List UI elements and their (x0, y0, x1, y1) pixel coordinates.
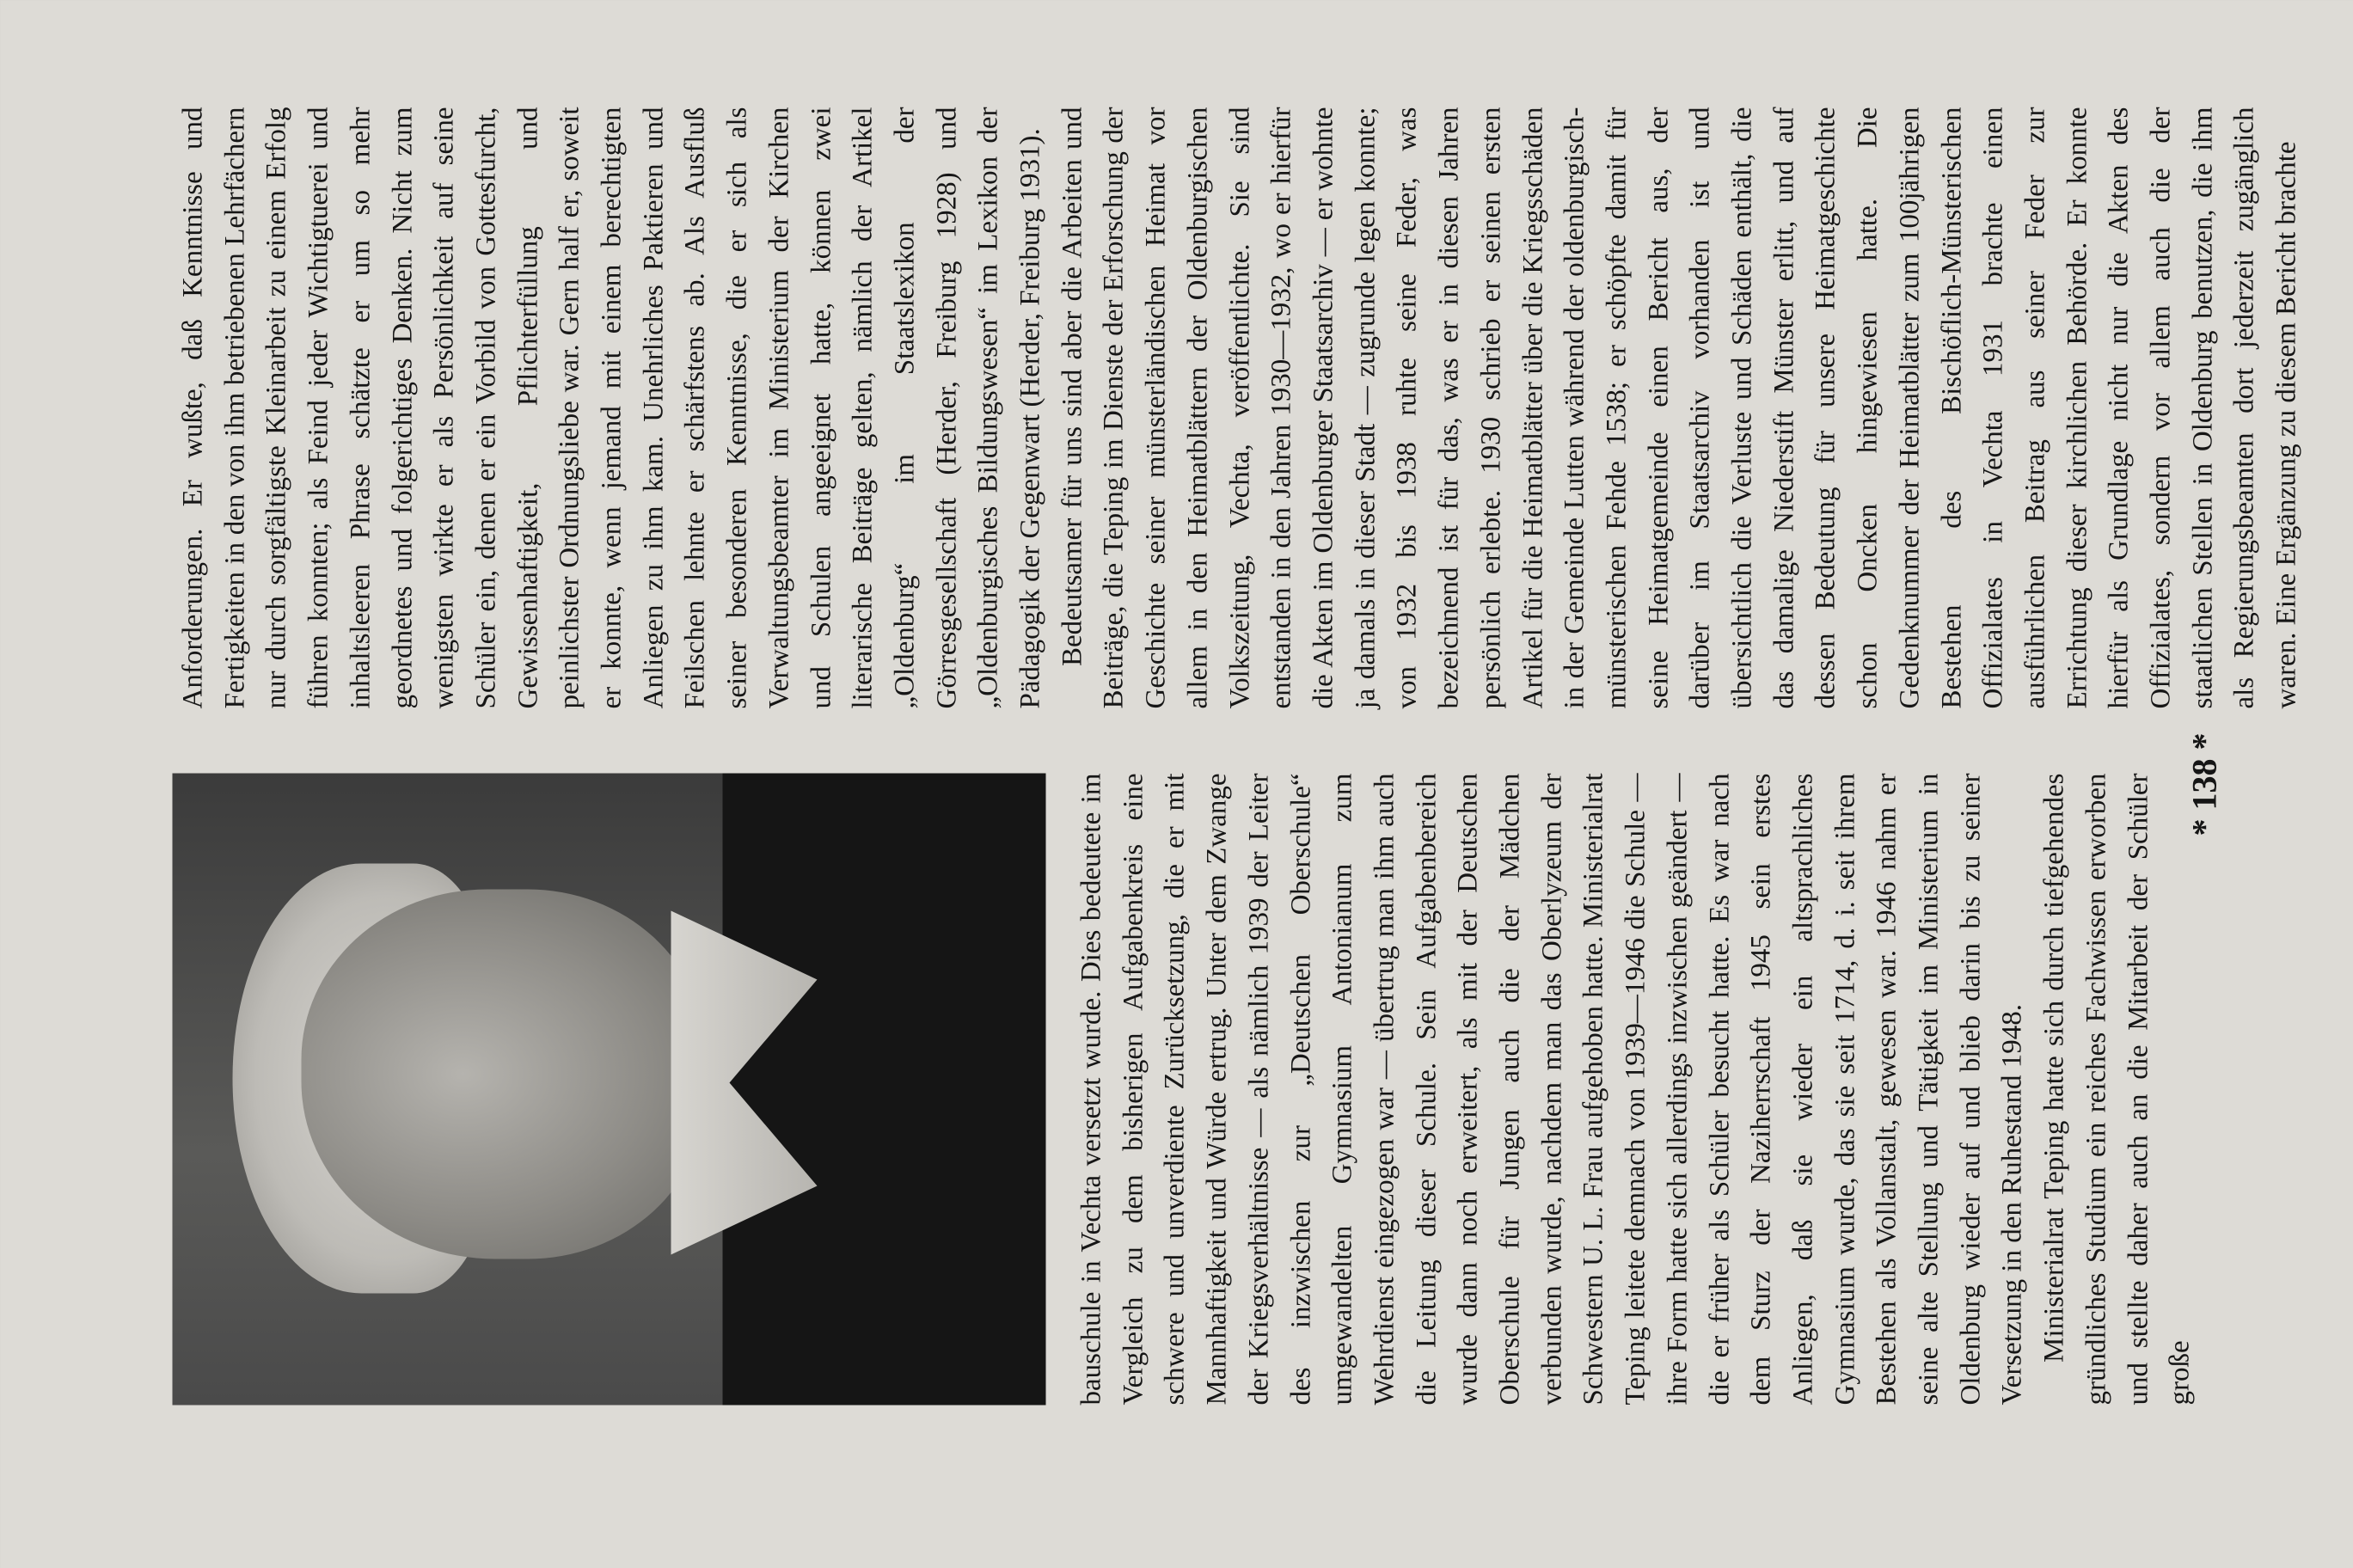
photo-suit (722, 773, 1045, 1405)
right-column (172, 107, 2307, 708)
right-paragraph-2: Bedeutsamer für uns sind aber die Arbeiten und Beiträge, die Teping im Dienste der Erforschung der Geschichte seiner münsterländischen Heimat vor allem in den Heimatblättern der Oldenburgischen Volkszeitung, Vechta, veröffentlichte. Sie sind entstanden in den Jahren 1930—1932, wo er hierfür die Akten im Oldenburger Staatsarchiv — er wohnte ja damals in dieser Stadt — zugrunde legen konnte; von 1932 bis 1938 ruhte seine Feder, was bezeichnend ist für das, was er in diesen Jahren persönlich erlebte. 1930 schrieb er seinen ersten Artikel für die Heimatblätter über die Kriegsschäden in der Gemeinde Lutten während der oldenburgisch-münsterischen Fehde 1538; er schöpfte damit für seine Heimatgemeinde einen Bericht aus, der darüber im Staatsarchiv vorhanden ist und übersichtlich die Verluste und Schäden enthält, die das damalige Niederstift Münster erlitt, und auf dessen Bedeutung für unsere Heimatgeschichte schon Oncken hingewiesen hatte. Die Gedenknummer der Heimatblätter zum 100jährigen Bestehen des Bischöflich-Münsterischen Offizialates in Vechta 1931 brachte einen ausführlichen Beitrag aus seiner Feder zur Errichtung dieser kirchlichen Behörde. Er konnte hierfür als Grundlage nicht nur die Akten des Offizialates, sondern vor allem auch die der staatlichen Stellen in Oldenburg benutzen, die ihm als Regierungsbeamten dort jederzeit zugänglich waren. Eine Ergänzung zu diesem Bericht brachte (1056, 107, 2302, 708)
photo-face (301, 889, 705, 1259)
left-column (1070, 773, 2201, 1405)
left-paragraph-1: bauschule in Vechta versetzt wurde. Dies bedeutete im Vergleich zu dem bisherigen Aufgabenkreis eine schwere und unverdiente Zurücksetzung, die er mit Mannhaftigkeit und Würde ertrug. Unter dem Zwange der Kriegsverhältnisse — als nämlich 1939 der Leiter des inzwischen zur „Deutschen Oberschule“ umgewandelten Gymnasium Antonianum zum Wehrdienst eingezogen war — übertrug man ihm auch die Leitung dieser Schule. Sein Aufgabenbereich wurde dann noch erweitert, als mit der Deutschen Oberschule für Jungen auch die der Mädchen verbunden wurde, nachdem man das Oberlyzeum der Schwestern U. L. Frau aufgehoben hatte. Ministerialrat Teping leitete demnach von 1939—1946 die Schule — ihre Form hatte sich allerdings inzwischen geändert — die er früher als Schüler besucht hatte. Es war nach dem Sturz der Naziherrschaft 1945 sein erstes Anliegen, daß sie wieder ein altsprachliches Gymnasium wurde, das sie seit 1714, d. i. seit ihrem Bestehen als Vollanstalt, gewesen war. 1946 nahm er seine alte Stellung und Tätigkeit im Ministerium in Oldenburg wieder auf und blieb darin bis zu seiner Versetzung in den Ruhestand 1948. (1075, 773, 2028, 1405)
portrait-photo (172, 773, 1045, 1405)
right-paragraph-1: Anforderungen. Er wußte, daß Kenntnisse und Fertigkeiten in den von ihm betriebenen Lehrfächern nur durch sorgfältigste Kleinarbeit zu einem Erfolg führen konnten; als Feind jeder Wichtigtuerei und inhaltsleeren Phrase schätzte er um so mehr geordnetes und folgerichtiges Denken. Nicht zum wenigsten wirkte er als Persönlichkeit auf seine Schüler ein, denen er ein Vorbild von Gottesfurcht, Gewissenhaftigkeit, Pflichterfüllung und peinlichster Ordnungsliebe war. Gern half er, soweit er konnte, wenn jemand mit einem berechtigten Anliegen zu ihm kam. Unehrliches Paktieren und Feilschen lehnte er schärfstens ab. Als Ausfluß seiner besonderen Kenntnisse, die er sich als Verwaltungsbeamter im Ministerium der Kirchen und Schulen angeeignet hatte, können zwei literarische Beiträge gelten, nämlich der Artikel „Oldenburg“ im Staatslexikon der Görresgesellschaft (Herder, Freiburg 1928) und „Oldenburgisches Bildungswesen“ im Lexikon der Pädagogik der Gegenwart (Herder, Freiburg 1931). (177, 107, 1046, 708)
left-paragraph-2: Ministerialrat Teping hatte sich durch tiefgehendes gründliches Studium ein reiches Fachwissen erworben und stellte daher auch an die Mitarbeit der Schüler große (2038, 773, 2196, 1405)
page-number: * 138 * (2184, 732, 2223, 836)
